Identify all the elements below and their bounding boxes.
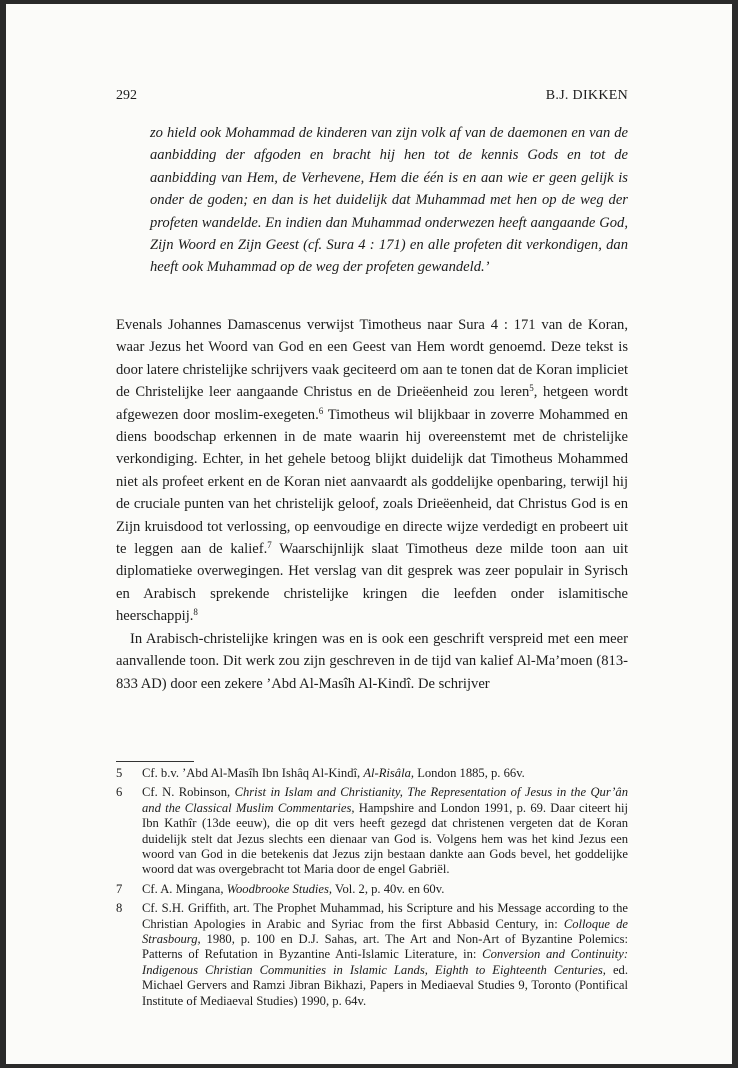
footnote-title: Woodbrooke Studies, xyxy=(226,881,333,896)
footnote-7 xyxy=(116,882,628,897)
block-quote: zo hield ook Mohammad de kinderen van zijn volk af van de daemonen en van de aanbidding der afgoden en bracht hij hen tot de kennis Gods en tot de aanbidding van Hem, de Verhevene, Hem die één is en aan wie er geen gelijk is onder de goden; en dan is het duidelijk dat Muhammad met hen op de weg der profeten wandelde. En indien dan Muhammad onderwezen heeft aangaande God, Zijn Woord en Zijn Geest (cf. Sura 4 : 171) en alle profeten dit verkondigen, dan heeft ook Muhammad op de weg der profeten gewandeld.’ xyxy=(150,125,628,276)
footnote-number: 7 xyxy=(116,881,123,896)
footnote-number: 5 xyxy=(116,766,123,780)
footnote-5 xyxy=(116,766,628,781)
footnote-text: Cf. A. Mingana, xyxy=(142,881,227,896)
paragraph-1-text-b: , hetgeen wordt afgewezen door moslim-exegeten. xyxy=(116,384,628,423)
page-number: 292 xyxy=(116,88,137,103)
footnote-title: Al-Risâla, xyxy=(363,766,415,780)
footnote-ref-8: 8 xyxy=(193,607,198,618)
footnote-text: 1980, p. 100 en D.J. Sahas, art. The Art and Non-Art of Byzantine Polemics: Patterns of Refutation in Byzantine Anti-Islamic Literature, in: xyxy=(142,932,628,962)
footnote-6 xyxy=(116,785,628,877)
paragraph-1-text-a: Evenals Johannes Damascenus verwijst Timotheus naar Sura 4 : 171 van de Koran, waar Jezus het Woord van God en een Geest van Hem wordt genoemd. Deze tekst is door latere christelijke schrijvers vaak geciteerd om aan te tonen dat de Koran impliciet de Christelijke leer aangaande Christus en de Drieëenheid zou leren xyxy=(116,317,628,401)
footnote-text: Cf. b.v. ’Abd Al-Masîh Ibn Ishâq Al-Kindî, xyxy=(142,766,364,780)
footnote-text: Vol. 2, p. 40v. en 60v. xyxy=(332,881,445,896)
paragraph-1-text-c: Timotheus wil blijkbaar in zoverre Mohammed en diens boodschap erkennen in de mate waarin hij overeenstemt met de christelijke verkondiging. Echter, in het gehele betoog blijkt duidelijk dat Timotheus Mohammed niet als profeet erkent en de Koran niet aanvaardt als goddelijke openbaring, terwijl hij de cruciale punten van het christelijk geloof, zoals Drieëenheid, dat Christus God is en Zijn kruisdood tot verlossing, op eenvoudige en directe wijze verdedigt en probeert uit te leggen aan de kalief. xyxy=(116,406,628,558)
footnotes xyxy=(116,766,628,1013)
footnote-ref-6: 6 xyxy=(318,405,324,416)
footnote-text: London 1885, p. 66v. xyxy=(414,766,525,780)
footnote-text: Cf. S.H. Griffith, art. The Prophet Muhammad, his Scripture and his Message according to the Christian Apologies in Arabic and Syriac from the first Abbasid Century, in: xyxy=(142,901,628,931)
footnote-text: ed. Michael Gervers and Ramzi Jibran Bikhazi, Papers in Mediaeval Studies 9, Toronto (Pontifical Institute of Mediaeval Studies) 1990, p. 64v. xyxy=(142,962,628,1008)
paragraph-1-text-d: Waarschijnlijk slaat Timotheus deze milde toon aan uit diplomatieke overwegingen. Het verslag van dit gesprek was zeer populair in Syrisch en Arabisch sprekende christelijke kringen die leefden onder islamitische heerschappij. xyxy=(116,541,629,625)
main-text xyxy=(116,314,628,695)
running-head-author: B.J. DIKKEN xyxy=(545,88,628,103)
footnote-ref-7: 7 xyxy=(267,540,272,551)
footnote-rule xyxy=(116,761,194,762)
footnote-text: Hampshire and London 1991, p. 69. Daar citeert hij Ibn Kathîr (13de eeuw), die op dit vers heeft gezegd dat christenen vergeten dat de Koran duidelijk stelt dat Jezus slechts een dienaar van God is. Volgens hem was het kind Jezus een woord van God in die betekenis dat Jezus zijn bestaan dankte aan Gods bevel, het goddelijke woord dat was overgebracht tot Maria door de engel Gabriël. xyxy=(142,800,628,877)
paragraph-2: In Arabisch-christelijke kringen was en is ook een geschrift verspreid met een meer aanvallende toon. Dit werk zou zijn geschreven in de tijd van kalief Al-Ma’moen (813-833 AD) door een zekere ’Abd Al-Masîh Al-Kindî. De schrijver xyxy=(116,630,628,692)
book-page xyxy=(6,4,732,1064)
footnote-8 xyxy=(116,901,628,1009)
footnote-ref-5: 5 xyxy=(529,383,534,394)
footnote-text: Cf. N. Robinson, xyxy=(142,785,235,800)
footnote-title: Conversion and Continuity: Indigenous Christian Communities in Islamic Lands, Eighth to Eighteenth Centuries, xyxy=(142,947,629,977)
footnote-number: 6 xyxy=(116,785,123,800)
footnote-number: 8 xyxy=(116,901,123,916)
footnote-title: Colloque de Strasbourg, xyxy=(142,916,628,947)
footnote-title: Christ in Islam and Christianity, The Representation of Jesus in the Qur’ân and the Classical Muslim Commentaries, xyxy=(142,785,628,815)
paragraph-1 xyxy=(116,314,628,628)
running-header xyxy=(116,86,628,106)
